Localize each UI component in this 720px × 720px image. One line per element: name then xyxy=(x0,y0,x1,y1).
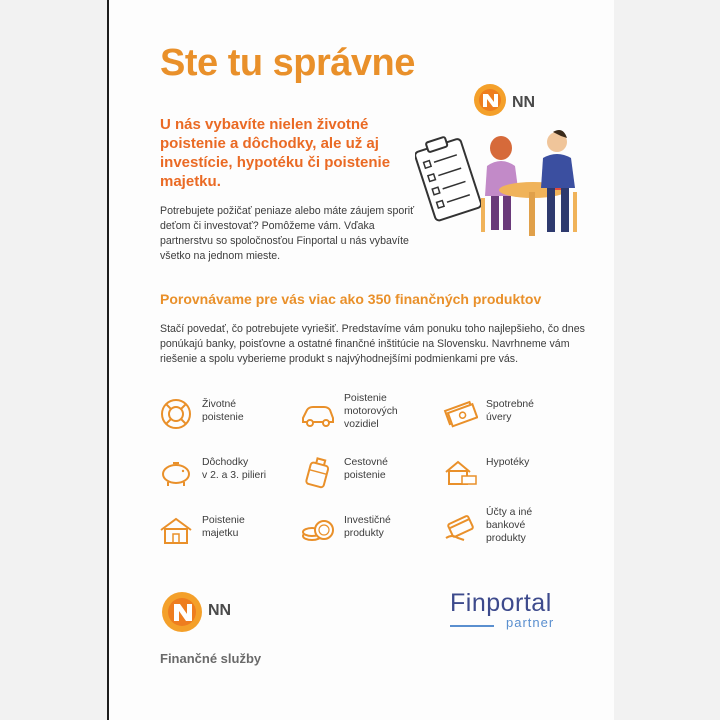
finportal-partner-label: partner xyxy=(506,615,555,630)
product-motor-insurance xyxy=(300,392,445,442)
product-consumer-loans xyxy=(442,392,587,442)
finportal-underline xyxy=(450,625,494,627)
products-grid xyxy=(158,392,598,562)
product-pensions xyxy=(158,450,303,500)
card-hand-icon xyxy=(442,512,478,548)
product-travel-insurance xyxy=(300,450,445,500)
section-heading: Porovnávame pre vás viac ako 350 finančných produktov xyxy=(160,291,542,307)
house-icon xyxy=(158,512,194,548)
lifebuoy-icon xyxy=(158,396,194,432)
product-label: Hypotéky xyxy=(486,457,530,468)
product-label: Poistenie motorových vozidiel xyxy=(344,393,398,430)
financial-services-label: Finančné služby xyxy=(160,651,262,666)
product-label: Investičné produkty xyxy=(344,515,391,539)
product-label: Účty a iné bankové produkty xyxy=(486,507,533,544)
piggy-bank-icon xyxy=(158,454,194,490)
product-label: Životné poistenie xyxy=(202,399,244,423)
product-investments xyxy=(300,508,445,558)
nn-footer-text: NN xyxy=(208,602,232,619)
lead-text: U nás vybavíte nielen životné poistenie a dôchodky, ale už aj investície, hypotéku či poistenie majetku. xyxy=(160,116,391,190)
people-illustration xyxy=(415,118,585,253)
section-body: Stačí povedať, čo potrebujete vyriešiť. Predstavíme vám ponuku toho najlepšieho, čo dnes ponúkajú banky, poisťovne a ostatné finančné inštitúcie na Slovensku. Navrhneme vám riešenie a spolu vyberieme produkt s najvýhodnejšími podmienkami pre vás. xyxy=(160,323,585,365)
product-label: Dôchodky v 2. a 3. pilieri xyxy=(202,457,267,481)
suitcase-icon xyxy=(300,454,336,490)
page-edge xyxy=(107,0,109,720)
cash-icon xyxy=(442,396,478,432)
nn-footer-logo xyxy=(160,590,204,639)
page-title: Ste tu správne xyxy=(160,42,415,84)
flyer-page xyxy=(108,0,614,720)
intro-text: Potrebujete požičať peniaze alebo máte záujem sporiť deťom či investovať? Pomôžeme vám. Vďaka partnerstvu so spoločnosťou Finportal u nás vybavíte všetko na jednom mieste. xyxy=(160,205,415,262)
coins-icon xyxy=(300,512,336,548)
product-label: Poistenie majetku xyxy=(202,515,245,539)
product-property-insurance xyxy=(158,508,303,558)
product-life-insurance xyxy=(158,392,303,442)
finportal-logo: Finportal xyxy=(450,589,552,617)
product-mortgages xyxy=(442,450,587,500)
house-money-icon xyxy=(442,454,478,490)
product-bank-accounts xyxy=(442,508,587,558)
nn-logo-text: NN xyxy=(512,94,536,111)
car-icon xyxy=(300,396,336,432)
product-label: Cestovné poistenie xyxy=(344,457,388,481)
product-label: Spotrebné úvery xyxy=(486,399,534,423)
